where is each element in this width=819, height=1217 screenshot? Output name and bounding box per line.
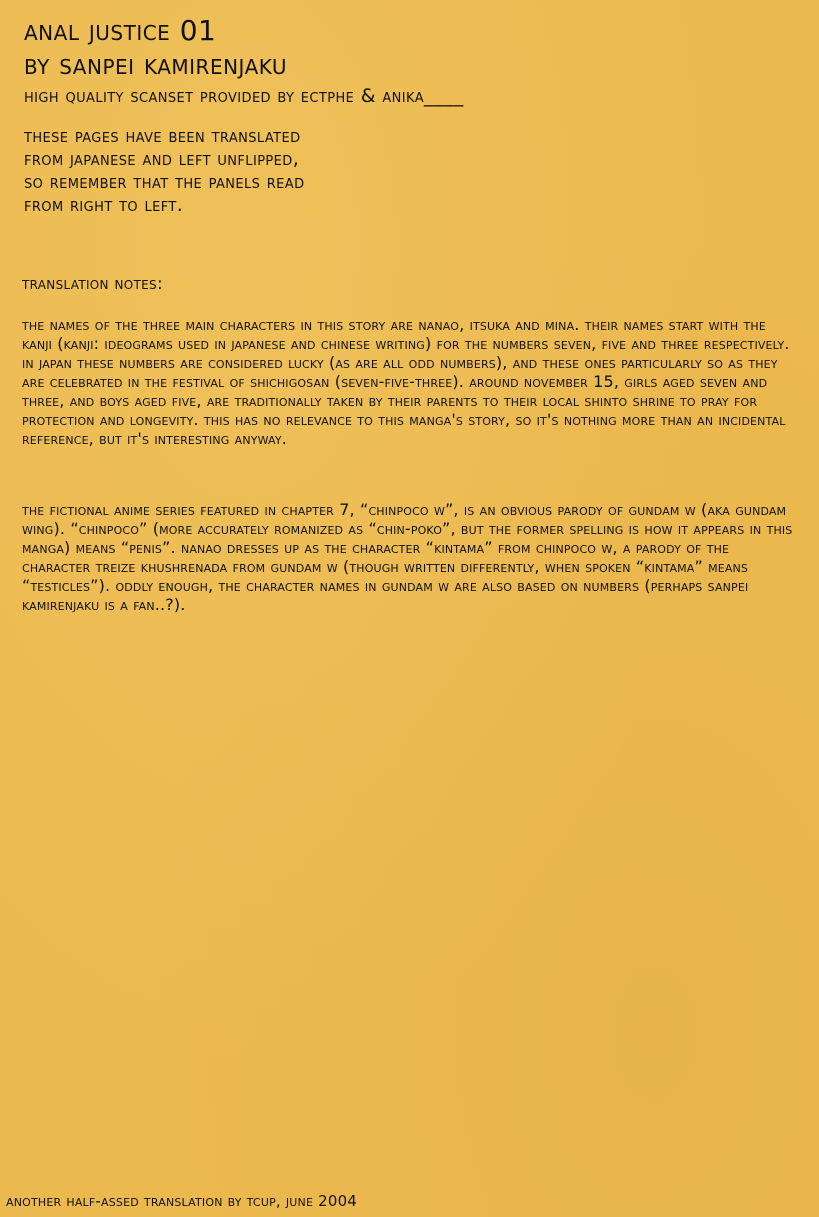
page-title: anal justice 01 bbox=[24, 14, 217, 47]
reading-direction-note: these pages have been translated from japanese and left unflipped, so remember that the panels read from right to left. bbox=[24, 125, 305, 216]
translation-note-paragraph: the names of the three main characters in this story are nanao, itsuka and mina. their names start with the kanji (kanji: ideograms used in japanese and chinese writing) for the numbers seven, five and three respectively. in japan these numbers are considered lucky (as are all odd numbers), and these ones particularly so as they are celebrated in the festival of shichigosan (seven-five-three). around november 15, girls aged seven and three, and boys aged five, are traditionally taken by their parents to their local shinto shrine to pray for protection and longevity. this has no relevance to this manga's story, so it's nothing more than an incidental reference, but it's interesting anyway. bbox=[22, 315, 790, 448]
translation-notes-heading: translation notes: bbox=[22, 274, 163, 294]
translation-note-paragraph: the fictional anime series featured in chapter 7, “chinpoco w”, is an obvious parody of gundam w (aka gundam wing). “chinpoco” (more accurately romanized as “chin-poko”, but the former spelling is how it appears in this manga) means “penis”. nanao dresses up as the character “kintama” from chinpoco w, a parody of the character treize khushrenada from gundam w (though written differently, when spoken “kintama” means “testicles”). oddly enough, the character names in gundam w are also based on numbers (perhaps sanpei kamirenjaku is a fan..?). bbox=[22, 500, 793, 614]
author-line: by sanpei kamirenjaku bbox=[24, 48, 287, 81]
scanset-credits: high quality scanset provided by ectphe & anika____ bbox=[24, 85, 464, 107]
translator-credit-footer: another half-assed translation by tcup, june 2004 bbox=[6, 1192, 358, 1210]
